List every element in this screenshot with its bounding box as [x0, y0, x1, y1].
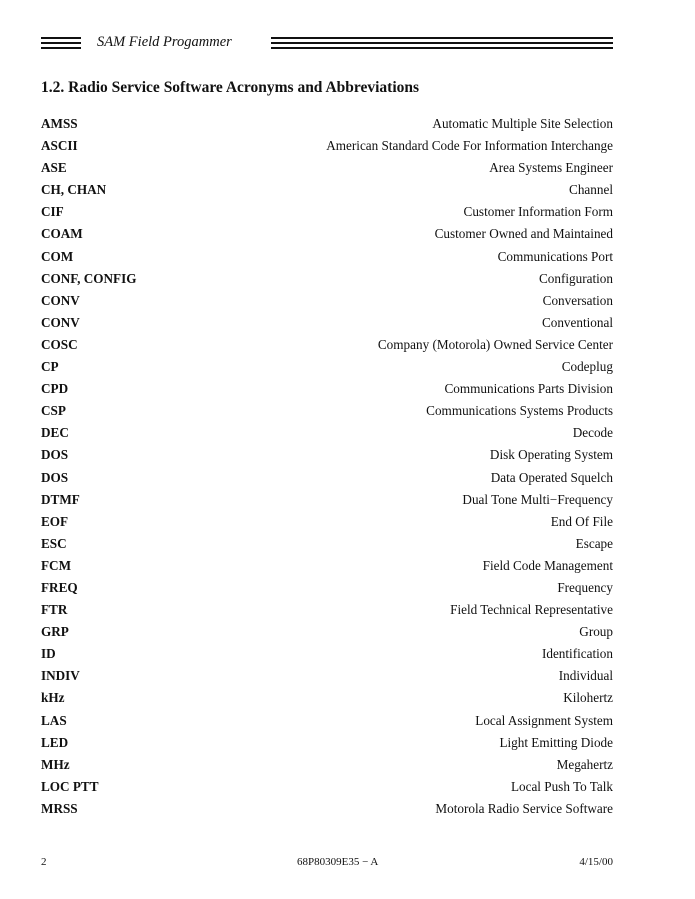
acronym-row	[41, 358, 613, 380]
acronym-definition: American Standard Code For Information Interchange	[326, 138, 613, 154]
acronym-term: DOS	[41, 469, 69, 485]
acronym-term: COSC	[41, 336, 78, 352]
acronym-term: FREQ	[41, 579, 78, 595]
footer-page-number: 2	[41, 856, 47, 868]
acronym-row	[41, 535, 613, 557]
acronym-row	[41, 469, 613, 491]
acronym-row	[41, 513, 613, 535]
acronym-term: COM	[41, 248, 74, 264]
acronym-term: CIF	[41, 204, 64, 220]
acronym-row	[41, 645, 613, 667]
acronym-definition: Decode	[572, 425, 613, 441]
acronym-term: ASE	[41, 160, 67, 176]
acronym-row	[41, 159, 613, 181]
acronym-definition: Conventional	[541, 314, 613, 330]
page-footer	[41, 856, 613, 874]
acronym-definition: Communications Systems Products	[426, 403, 613, 419]
acronym-row	[41, 181, 613, 203]
acronym-definition: Motorola Radio Service Software	[435, 800, 613, 816]
acronym-row	[41, 557, 613, 579]
acronym-list	[41, 115, 613, 822]
acronym-term: CONV	[41, 292, 80, 308]
acronym-definition: Frequency	[557, 579, 613, 595]
acronym-term: ID	[41, 646, 56, 662]
acronym-row	[41, 689, 613, 711]
acronym-term: CP	[41, 359, 59, 375]
acronym-term: AMSS	[41, 116, 78, 131]
acronym-term: MHz	[41, 756, 70, 772]
acronym-definition: Company (Motorola) Owned Service Center	[377, 336, 613, 352]
acronym-row	[41, 336, 613, 358]
header-rule-left	[41, 37, 81, 51]
acronym-term: FTR	[41, 602, 68, 618]
acronym-definition: Customer Owned and Maintained	[434, 226, 613, 242]
acronym-term: LED	[41, 734, 69, 750]
acronym-definition: Megahertz	[556, 756, 613, 772]
header-rule-right	[271, 37, 613, 51]
acronym-term: CONF, CONFIG	[41, 270, 137, 286]
acronym-term: LOC PTT	[41, 778, 99, 794]
acronym-term: kHz	[41, 690, 65, 706]
acronym-row	[41, 137, 613, 159]
acronym-definition: Channel	[569, 182, 613, 198]
acronym-definition: Automatic Multiple Site Selection	[432, 116, 613, 131]
acronym-term: DEC	[41, 425, 69, 441]
acronym-definition: End Of File	[550, 513, 613, 529]
acronym-row	[41, 446, 613, 468]
acronym-term: COAM	[41, 226, 83, 242]
acronym-term: EOF	[41, 513, 69, 529]
acronym-definition: Customer Information Form	[463, 204, 613, 220]
acronym-definition: Local Assignment System	[475, 712, 613, 728]
acronym-term: CSP	[41, 403, 66, 419]
footer-document-number: 68P80309E35 − A	[297, 856, 379, 868]
acronym-row	[41, 756, 613, 778]
acronym-definition: Individual	[558, 668, 613, 684]
acronym-row	[41, 402, 613, 424]
footer-date: 4/15/00	[579, 856, 613, 868]
section-title: 1.2. Radio Service Software Acronyms and Abbreviations	[41, 79, 420, 96]
acronym-row	[41, 623, 613, 645]
acronym-definition: Escape	[575, 535, 613, 551]
acronym-row	[41, 380, 613, 402]
acronym-term: ASCII	[41, 138, 78, 154]
acronym-row	[41, 800, 613, 822]
acronym-definition: Field Code Management	[482, 557, 613, 573]
page-header	[41, 34, 613, 54]
acronym-definition: Configuration	[539, 270, 613, 286]
acronym-definition: Identification	[541, 646, 613, 662]
acronym-definition: Communications Parts Division	[444, 381, 613, 397]
acronym-definition: Light Emitting Diode	[499, 734, 613, 750]
acronym-row	[41, 491, 613, 513]
acronym-definition: Communications Port	[497, 248, 613, 264]
acronym-row	[41, 734, 613, 756]
acronym-term: GRP	[41, 624, 69, 640]
acronym-definition: Conversation	[542, 292, 613, 308]
acronym-term: LAS	[41, 712, 67, 728]
acronym-row	[41, 579, 613, 601]
acronym-term: MRSS	[41, 800, 78, 816]
acronym-row	[41, 270, 613, 292]
acronym-row	[41, 115, 613, 137]
acronym-term: CONV	[41, 314, 80, 330]
acronym-definition: Local Push To Talk	[510, 778, 613, 794]
acronym-definition: Data Operated Squelch	[490, 469, 613, 485]
acronym-row	[41, 314, 613, 336]
acronym-row	[41, 203, 613, 225]
acronym-definition: Kilohertz	[563, 690, 613, 706]
acronym-row	[41, 712, 613, 734]
acronym-term: DTMF	[41, 491, 80, 507]
acronym-definition: Dual Tone Multi−Frequency	[462, 491, 613, 507]
acronym-definition: Field Technical Representative	[450, 602, 613, 618]
acronym-row	[41, 225, 613, 247]
acronym-definition: Area Systems Engineer	[489, 160, 613, 176]
header-title: SAM Field Progammer	[97, 34, 232, 50]
acronym-term: ESC	[41, 535, 67, 551]
acronym-row	[41, 601, 613, 623]
acronym-definition: Group	[579, 624, 613, 640]
acronym-definition: Codeplug	[561, 359, 613, 375]
acronym-row	[41, 778, 613, 800]
acronym-term: CH, CHAN	[41, 182, 107, 198]
acronym-term: DOS	[41, 447, 69, 463]
acronym-term: INDIV	[41, 668, 80, 684]
acronym-row	[41, 667, 613, 689]
acronym-definition: Disk Operating System	[489, 447, 613, 463]
acronym-row	[41, 292, 613, 314]
acronym-row	[41, 248, 613, 270]
acronym-term: CPD	[41, 381, 69, 397]
acronym-term: FCM	[41, 557, 72, 573]
acronym-row	[41, 424, 613, 446]
